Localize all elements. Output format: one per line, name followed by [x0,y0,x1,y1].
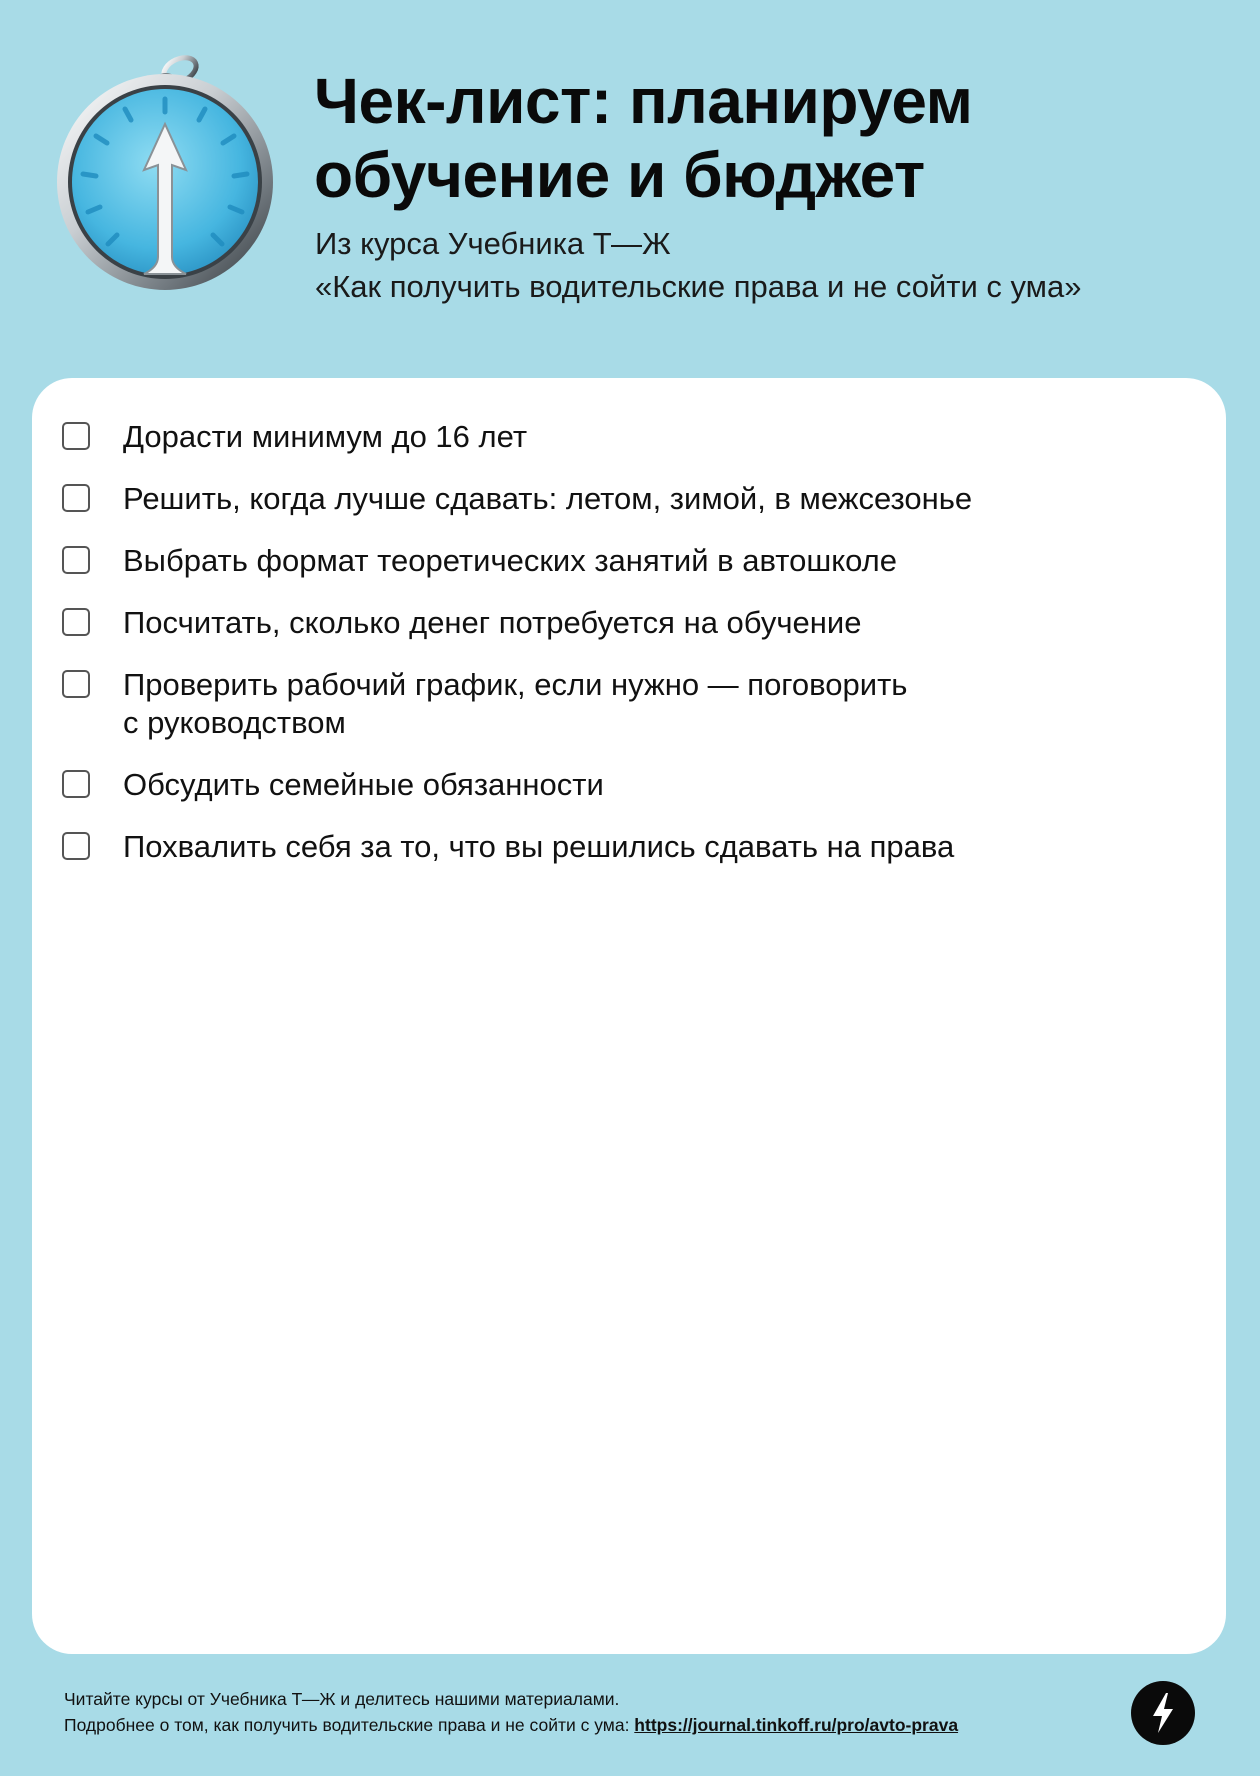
checklist-item-text [123,480,972,518]
checklist-item-line: Проверить рабочий график, если нужно — поговорить [123,667,908,702]
checklist-item [62,480,1182,518]
title-line: Чек-лист: планируем [314,65,973,137]
lightning-bolt-logo-icon [1131,1681,1195,1745]
footer [64,1686,958,1738]
checklist-item [62,604,1182,642]
footer-line [64,1712,958,1738]
title-line: обучение и бюджет [314,139,925,211]
checklist-item-text [123,666,907,742]
checkbox[interactable] [62,832,90,860]
checklist-item-line: Похвалить себя за то, что вы решились сдавать на права [123,829,955,864]
checkbox[interactable] [62,608,90,636]
checklist-item-line: Решить, когда лучше сдавать: летом, зимой, в межсезонье [123,481,973,516]
footer-line-prefix: Подробнее о том, как получить водительские права и не сойти с ума: [64,1715,635,1735]
checklist-item-line: Дорасти минимум до 16 лет [123,419,528,454]
checklist-item [62,542,1182,580]
checkbox[interactable] [62,670,90,698]
footer-link[interactable]: https://journal.tinkoff.ru/pro/avto-prava [634,1715,959,1735]
subtitle-line: «Как получить водительские права и не сойти с ума» [315,269,1082,304]
checkbox[interactable] [62,546,90,574]
checklist-item-line: с руководством [123,705,346,740]
checklist-item-text [123,828,954,866]
checklist-item-text [123,418,527,456]
page-title [314,64,1214,212]
page-subtitle [315,222,1245,308]
footer-line: Читайте курсы от Учебника Т—Ж и делитесь нашими материалами. [64,1689,620,1709]
checklist-item-text [123,766,604,804]
checklist-item-line: Выбрать формат теоретических занятий в автошколе [123,543,898,578]
checklist-item [62,666,1182,742]
checklist-item [62,418,1182,456]
checklist-item [62,828,1182,866]
checklist [62,418,1182,890]
subtitle-line: Из курса Учебника Т—Ж [315,226,671,261]
checklist-item-text [123,542,897,580]
compass-pendant-icon [54,52,276,302]
checkbox[interactable] [62,770,90,798]
checklist-card [32,378,1226,1654]
checklist-item-text [123,604,861,642]
checklist-item-line: Посчитать, сколько денег потребуется на обучение [123,605,862,640]
checklist-item-line: Обсудить семейные обязанности [123,767,604,802]
checkbox[interactable] [62,484,90,512]
checklist-item [62,766,1182,804]
checkbox[interactable] [62,422,90,450]
